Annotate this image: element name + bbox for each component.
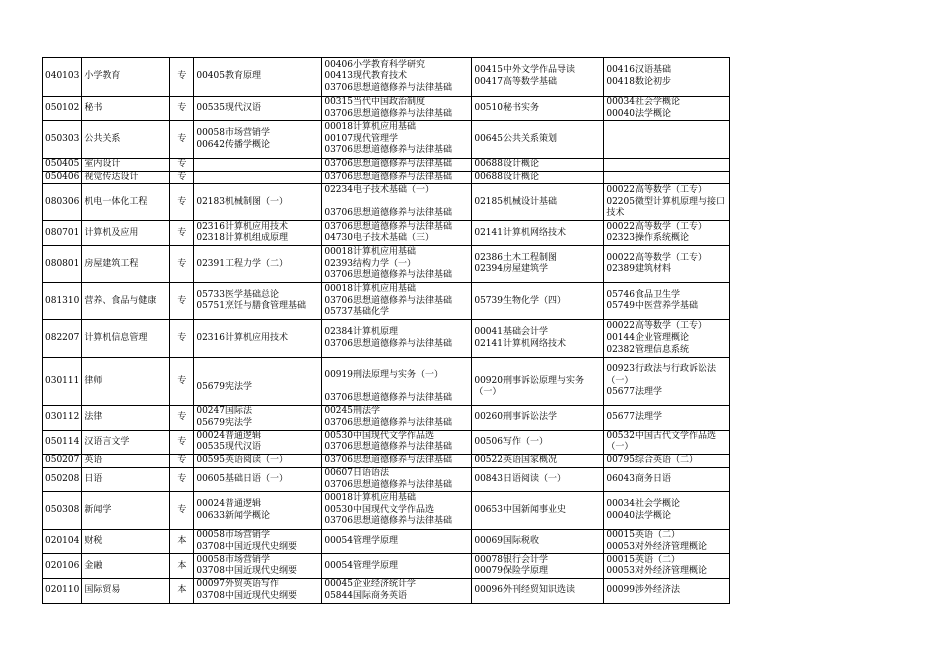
subject-line: 00247国际法 [196,406,252,417]
major-name-cell: 财税 [82,530,170,554]
subject-line: 03706思想道德修养与法律基础 [324,295,452,306]
subject-line: 02141计算机网络技术 [474,227,566,238]
table-row [43,171,730,184]
subject-line: 02384计算机原理 [324,327,398,338]
subject-line: 03706思想道德修养与法律基础 [324,145,452,156]
subject-line: 03708中国近现代史纲要 [196,541,297,552]
subject-line: 00315当代中国政治制度 [324,97,425,107]
subject-cell-2 [322,320,472,358]
subject-cell-4 [604,358,730,405]
major-code-cell: 050308 [43,492,82,530]
subject-line: 02394房屋建筑学 [474,264,548,275]
subject-line: 02393结构力学（一） [324,258,416,269]
subject-line: 04730电子技术基础（三） [324,233,434,244]
subject-cell-2 [322,159,472,172]
level-cell: 专 [170,246,194,283]
subject-line: 00018计算机应用基础 [324,122,416,133]
subject-cell-1 [194,184,322,221]
subject-line: 00040法学概论 [606,510,671,521]
subject-line: 00413现代教育技术 [324,71,407,82]
subject-line: 02323操作系统概论 [606,233,689,244]
subject-line: 02205微型计算机原理与接口技术 [606,196,725,219]
subject-line: 00015英语（二） [606,554,680,565]
subject-line: 00018计算机应用基础 [324,493,416,504]
subject-line: 03706思想道德修养与法律基础 [324,455,452,466]
table-row [43,579,730,603]
subject-cell-2 [322,358,472,405]
subject-line: 00415中外文学作品导读 [474,65,575,76]
subject-line: 02183机械制图（一） [196,196,288,207]
level-cell: 专 [170,492,194,530]
major-name-cell: 新闻学 [82,492,170,530]
table-row [43,121,730,159]
subject-line: 02234电子技术基础（一） [324,184,434,195]
subject-line: 00053对外经济管理概论 [606,566,707,577]
subject-line: 05737基础化学 [324,307,389,318]
table-row [43,358,730,405]
major-name-cell: 房屋建筑工程 [82,246,170,283]
subject-line: 00018计算机应用基础 [324,246,416,257]
subject-line: 00054管理学原理 [324,560,398,571]
subject-line: 00058市场营销学 [196,554,270,565]
major-name-cell: 公共关系 [82,121,170,159]
subject-line: 03706思想道德修养与法律基础 [324,442,452,453]
subject-line: 00595英语阅读（一） [196,455,288,466]
major-name-cell: 机电一体化工程 [82,184,170,221]
subject-cell-3 [472,554,604,579]
subject-cell-4 [604,579,730,603]
subject-cell-1 [194,58,322,97]
subject-cell-4 [604,184,730,221]
subject-line: 03708中国近现代史纲要 [196,566,297,577]
major-name-cell: 日语 [82,467,170,491]
subject-cell-4 [604,58,730,97]
subject-line: 05679宪法学 [196,417,252,428]
subject-cell-3 [472,467,604,491]
subject-line: 00260刑事诉讼法学 [474,411,557,422]
subject-line: 02141计算机网络技术 [474,338,566,349]
subject-cell-2 [322,171,472,184]
table-row [43,221,730,246]
major-name-cell: 汉语言文学 [82,430,170,454]
subject-line: 05677法理学 [606,387,662,398]
subject-line: 00079保险学原理 [474,566,548,577]
subject-cell-3 [472,121,604,159]
subject-line: 02389建筑材料 [606,264,671,275]
subject-cell-2 [322,405,472,430]
subject-line: 00605基础日语（一） [196,473,288,484]
major-code-cell: 081310 [43,283,82,320]
subject-line [324,358,469,370]
table-row [43,159,730,172]
subject-line: 00506写作（一） [474,436,548,447]
subject-line: 00645公共关系策划 [474,133,557,144]
subject-cell-3 [472,159,604,172]
subject-line: 05739生物化学（四） [474,295,566,306]
course-table [42,57,730,604]
subject-line: 00099涉外经济法 [606,585,680,596]
subject-line: 00532中国古代文学作品选（一） [606,430,716,453]
subject-cell-3 [472,358,604,405]
subject-cell-4 [604,171,730,184]
subject-cell-3 [472,454,604,467]
major-name-cell: 英语 [82,454,170,467]
subject-cell-2 [322,97,472,121]
table-row [43,554,730,579]
major-code-cell: 050406 [43,171,82,184]
subject-cell-2 [322,530,472,554]
level-cell: 专 [170,358,194,405]
subject-line: 03706思想道德修养与法律基础 [324,159,452,170]
subject-line: 00053对外经济管理概论 [606,541,707,552]
table-row [43,430,730,454]
subject-line: 02382管理信息系统 [606,344,689,355]
major-name-cell: 法律 [82,405,170,430]
subject-cell-4 [604,320,730,358]
subject-cell-3 [472,492,604,530]
subject-cell-3 [472,320,604,358]
subject-line: 00417高等数学基础 [474,77,557,87]
table-row [43,454,730,467]
subject-line [474,364,601,376]
major-name-cell: 室内设计 [82,159,170,172]
major-name-cell: 营养、食品与健康 [82,283,170,320]
major-code-cell: 030112 [43,405,82,430]
major-code-cell: 080701 [43,221,82,246]
subject-line: 00535现代汉语 [196,102,261,113]
subject-cell-4 [604,492,730,530]
subject-line: 00024普通逻辑 [196,430,261,441]
level-cell: 专 [170,405,194,430]
subject-cell-3 [472,530,604,554]
table-row [43,246,730,283]
level-cell: 专 [170,121,194,159]
subject-line: 05679宪法学 [196,381,252,392]
subject-cell-2 [322,579,472,603]
subject-line: 00406小学教育科学研究 [324,59,425,70]
major-code-cell: 080801 [43,246,82,283]
subject-cell-2 [322,430,472,454]
subject-line: 03706思想道德修养与法律基础 [324,479,452,490]
subject-line: 05751烹饪与膳食管理基础 [196,301,306,312]
subject-cell-4 [604,97,730,121]
subject-cell-3 [472,221,604,246]
subject-line: 03706思想道德修养与法律基础 [324,108,452,119]
subject-line: 03706思想道德修养与法律基础 [324,417,452,428]
major-code-cell: 082207 [43,320,82,358]
subject-line: 03706思想道德修养与法律基础 [324,338,452,349]
subject-cell-2 [322,283,472,320]
subject-cell-2 [322,554,472,579]
subject-line: 00069国际税收 [474,535,539,546]
level-cell: 本 [170,530,194,554]
level-cell: 专 [170,97,194,121]
subject-cell-1 [194,320,322,358]
major-code-cell: 020104 [43,530,82,554]
subject-cell-1 [194,579,322,603]
subject-cell-2 [322,492,472,530]
subject-line: 02386土木工程制图 [474,252,557,263]
major-name-cell: 小学教育 [82,58,170,97]
subject-line: 00530中国现代文学作品选 [324,504,434,515]
subject-line: 00653中国新闻事业史 [474,504,566,515]
major-name-cell: 金融 [82,554,170,579]
subject-line: 02318计算机组成原理 [196,233,288,244]
subject-line: 00245刑法学 [324,406,380,417]
major-name-cell: 国际贸易 [82,579,170,603]
subject-line: 06043商务日语 [606,473,671,484]
subject-cell-4 [604,121,730,159]
subject-cell-1 [194,221,322,246]
subject-cell-3 [472,430,604,454]
subject-cell-1 [194,467,322,491]
subject-cell-1 [194,246,322,283]
subject-line: 05749中医营养学基础 [606,301,698,312]
subject-line: 03706思想道德修养与法律基础 [324,208,452,219]
subject-cell-4 [604,430,730,454]
subject-cell-2 [322,467,472,491]
level-cell: 专 [170,430,194,454]
subject-line: 00054管理学原理 [324,535,398,546]
subject-line: 00535现代汉语 [196,442,261,453]
table-row [43,492,730,530]
subject-line: 00078银行会计学 [474,554,548,565]
subject-cell-3 [472,171,604,184]
subject-line: 00024普通逻辑 [196,499,261,510]
subject-cell-3 [472,283,604,320]
subject-line: 00058市场营销学 [196,530,270,541]
subject-cell-1 [194,430,322,454]
subject-cell-1 [194,121,322,159]
major-code-cell: 050208 [43,467,82,491]
subject-cell-2 [322,184,472,221]
level-cell: 专 [170,184,194,221]
subject-cell-4 [604,283,730,320]
course-table-body [43,58,730,604]
subject-line: 02391工程力学（二） [196,258,288,269]
level-cell: 专 [170,283,194,320]
subject-line: 00144企业管理概论 [606,333,689,344]
subject-cell-3 [472,246,604,283]
subject-cell-4 [604,246,730,283]
subject-cell-1 [194,358,322,405]
subject-cell-3 [472,405,604,430]
major-code-cell: 050303 [43,121,82,159]
level-cell: 专 [170,454,194,467]
subject-cell-3 [472,579,604,603]
subject-line: 00022高等数学（工专） [606,221,707,232]
subject-line: 00688设计概论 [474,159,539,170]
subject-cell-1 [194,405,322,430]
subject-line: 00920刑事诉讼原理与实务（一） [474,375,584,398]
subject-cell-2 [322,58,472,97]
major-name-cell: 秘书 [82,97,170,121]
subject-line: 03706思想道德修养与法律基础 [324,171,452,182]
subject-cell-1 [194,171,322,184]
major-code-cell: 040103 [43,58,82,97]
subject-line: 02185机械设计基础 [474,196,557,207]
level-cell: 专 [170,221,194,246]
subject-line: 00034社会学概论 [606,97,680,107]
subject-cell-3 [472,184,604,221]
subject-cell-1 [194,454,322,467]
subject-line: 00530中国现代文学作品选 [324,430,434,441]
level-cell: 专 [170,320,194,358]
subject-line: 00607日语语法 [324,467,389,478]
subject-line: 00919刑法原理与实务（一） [324,369,443,380]
subject-line: 00022高等数学（工专） [606,321,707,332]
subject-line: 00018计算机应用基础 [324,283,416,294]
subject-line: 05677法理学 [606,411,662,422]
subject-line [324,197,469,209]
subject-line: 00045企业经济统计学 [324,579,416,590]
subject-line: 03706思想道德修养与法律基础 [324,270,452,281]
subject-cell-4 [604,554,730,579]
course-schedule-sheet [42,57,730,604]
subject-cell-1 [194,159,322,172]
major-name-cell: 视觉传达设计 [82,171,170,184]
subject-line: 05844国际商务英语 [324,590,407,601]
level-cell: 本 [170,554,194,579]
subject-line: 00015英语（二） [606,530,680,541]
subject-cell-1 [194,530,322,554]
subject-cell-4 [604,454,730,467]
subject-cell-1 [194,97,322,121]
subject-line: 00022高等数学（工专） [606,252,707,263]
table-row [43,405,730,430]
subject-cell-4 [604,159,730,172]
subject-cell-4 [604,405,730,430]
subject-line: 00688设计概论 [474,171,539,182]
subject-line: 00522英语国家概况 [474,455,557,466]
subject-cell-3 [472,97,604,121]
subject-line: 00923行政法与行政诉讼法（一） [606,364,716,386]
subject-line: 03706思想道德修养与法律基础 [324,516,452,527]
subject-cell-1 [194,492,322,530]
subject-cell-2 [322,121,472,159]
subject-cell-4 [604,221,730,246]
subject-line: 00633新闻学概论 [196,510,270,521]
subject-line: 03706思想道德修养与法律基础 [324,221,452,232]
subject-cell-2 [322,246,472,283]
level-cell: 专 [170,467,194,491]
subject-line: 00022高等数学（工专） [606,184,707,195]
subject-line: 00510秘书实务 [474,102,539,113]
table-row [43,283,730,320]
major-code-cell: 020110 [43,579,82,603]
subject-line: 00642传播学概论 [196,139,270,150]
subject-line: 02316计算机应用技术 [196,333,288,344]
subject-cell-3 [472,58,604,97]
major-code-cell: 050405 [43,159,82,172]
major-code-cell: 080306 [43,184,82,221]
subject-line [196,370,319,382]
subject-line: 00041基础会计学 [474,327,548,338]
table-row [43,467,730,491]
major-name-cell: 计算机信息管理 [82,320,170,358]
subject-line: 00097外贸英语写作 [196,579,279,590]
subject-cell-4 [604,530,730,554]
level-cell: 专 [170,58,194,97]
subject-line: 00034社会学概论 [606,499,680,510]
subject-line: 00096外刊经贸知识选读 [474,585,575,596]
level-cell: 本 [170,579,194,603]
subject-line: 05733医学基础总论 [196,289,279,300]
subject-line [324,382,469,394]
level-cell: 专 [170,171,194,184]
subject-line: 00418数论初步 [606,77,671,87]
subject-line: 00040法学概论 [606,108,671,119]
major-code-cell: 050102 [43,97,82,121]
subject-line: 05746食品卫生学 [606,289,680,300]
subject-cell-1 [194,554,322,579]
subject-line: 03706思想道德修养与法律基础 [324,82,452,93]
subject-line: 00107现代管理学 [324,133,398,144]
table-row [43,320,730,358]
major-code-cell: 030111 [43,358,82,405]
subject-cell-4 [604,467,730,491]
major-name-cell: 计算机及应用 [82,221,170,246]
subject-line: 00416汉语基础 [606,65,671,76]
subject-line: 02316计算机应用技术 [196,221,288,232]
subject-line: 03708中国近现代史纲要 [196,590,297,601]
major-code-cell: 050114 [43,430,82,454]
major-name-cell: 律师 [82,358,170,405]
table-row [43,58,730,97]
level-cell: 专 [170,159,194,172]
subject-cell-1 [194,283,322,320]
subject-cell-2 [322,454,472,467]
major-code-cell: 020106 [43,554,82,579]
subject-line: 03706思想道德修养与法律基础 [324,393,452,404]
table-row [43,184,730,221]
subject-line: 00843日语阅读（一） [474,473,566,484]
subject-line: 00795综合英语（二） [606,455,698,466]
table-row [43,97,730,121]
subject-cell-2 [322,221,472,246]
subject-line: 00405教育原理 [196,71,261,82]
major-code-cell: 050207 [43,454,82,467]
table-row [43,530,730,554]
subject-line: 00058市场营销学 [196,128,270,139]
